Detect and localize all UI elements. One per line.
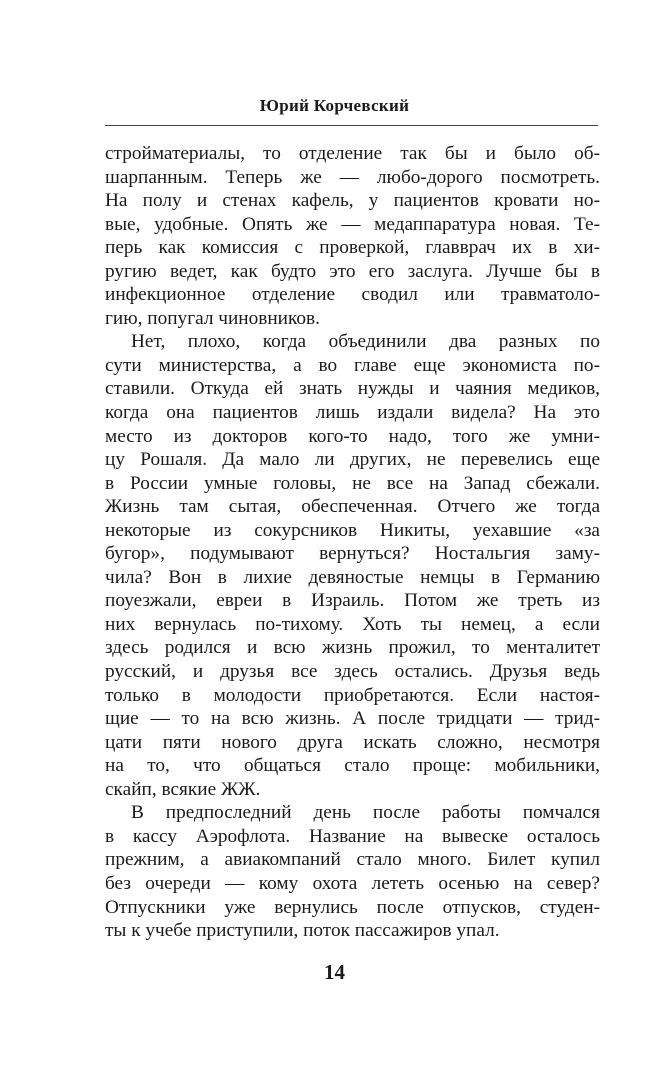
- text-line: цу Рошаля. Да мало ли других, не перевелись еще: [105, 449, 600, 471]
- header-rule: [105, 125, 598, 126]
- text-line: ты к учебе приступили, поток пассажиров упал.: [105, 920, 500, 942]
- text-line: прежним, а авиакомпаний стало много. Билет купил: [105, 849, 600, 871]
- text-line: место из докторов кого-то надо, того же умни-: [105, 425, 600, 447]
- text-line: инфекционное отделение сводил или травматоло-: [105, 284, 600, 306]
- text-line: бугор», подумывают вернуться? Ностальгия заму-: [105, 543, 600, 565]
- text-line: гию, попугал чиновников.: [105, 307, 320, 329]
- text-line: поуезжали, евреи в Израиль. Потом же треть из: [105, 590, 600, 612]
- text-line: Нет, плохо, когда объединили два разных по: [131, 331, 600, 353]
- text-line: шарпанным. Теперь же — любо-дорого посмотреть.: [105, 166, 600, 188]
- text-line: них вернулась по-тихому. Хоть ты немец, а если: [105, 613, 600, 635]
- text-line: стройматериалы, то отделение так бы и было об-: [105, 143, 600, 164]
- text-line: На полу и стенах кафель, у пациентов кровати но-: [105, 190, 600, 212]
- page-number: 14: [324, 960, 345, 984]
- text-line: когда она пациентов лишь издали видела? На это: [105, 402, 600, 424]
- text-line: Отпускники уже вернулись после отпусков, студен-: [105, 896, 600, 918]
- text-line: чила? Вон в лихие девяностые немцы в Германию: [105, 566, 600, 588]
- text-line: сути министерства, а во главе еще экономиста по-: [105, 354, 600, 376]
- text-line: вые, удобные. Опять же — медаппаратура новая. Те-: [105, 213, 600, 235]
- text-line: ставили. Откуда ей знать нужды и чаяния медиков,: [105, 378, 600, 400]
- text-line: здесь родился и всю жизнь прожил, то менталитет: [105, 637, 600, 659]
- text-line: русский, и друзья все здесь остались. Друзья ведь: [105, 661, 600, 683]
- running-head: Юрий Корчевский: [259, 96, 410, 115]
- text-line: ругию ведет, как будто это его заслуга. Лучше бы в: [105, 260, 600, 282]
- body-text: [105, 142, 600, 943]
- text-line: в кассу Аэрофлота. Название на вывеске осталось: [105, 825, 600, 847]
- text-line: В предпоследний день после работы помчался: [131, 802, 600, 824]
- text-line: перь как комиссия с проверкой, главврач их в хи-: [105, 237, 600, 259]
- text-line: скайп, всякие ЖЖ.: [105, 778, 261, 800]
- text-line: без очереди — кому охота лететь осенью на север?: [105, 872, 600, 894]
- text-line: щие — то на всю жизнь. А после тридцати — трид-: [105, 708, 600, 730]
- text-line: Жизнь там сытая, обеспеченная. Отчего же тогда: [105, 496, 600, 518]
- text-line: только в молодости приобретаются. Если настоя-: [105, 684, 600, 706]
- text-line: цати пяти нового друга искать сложно, несмотря: [105, 731, 600, 753]
- text-line: на то, что общаться стало проще: мобильники,: [105, 755, 600, 777]
- text-line: в России умные головы, не все на Запад сбежали.: [105, 472, 600, 494]
- text-line: некоторые из сокурсников Никиты, уехавшие «за: [105, 519, 600, 541]
